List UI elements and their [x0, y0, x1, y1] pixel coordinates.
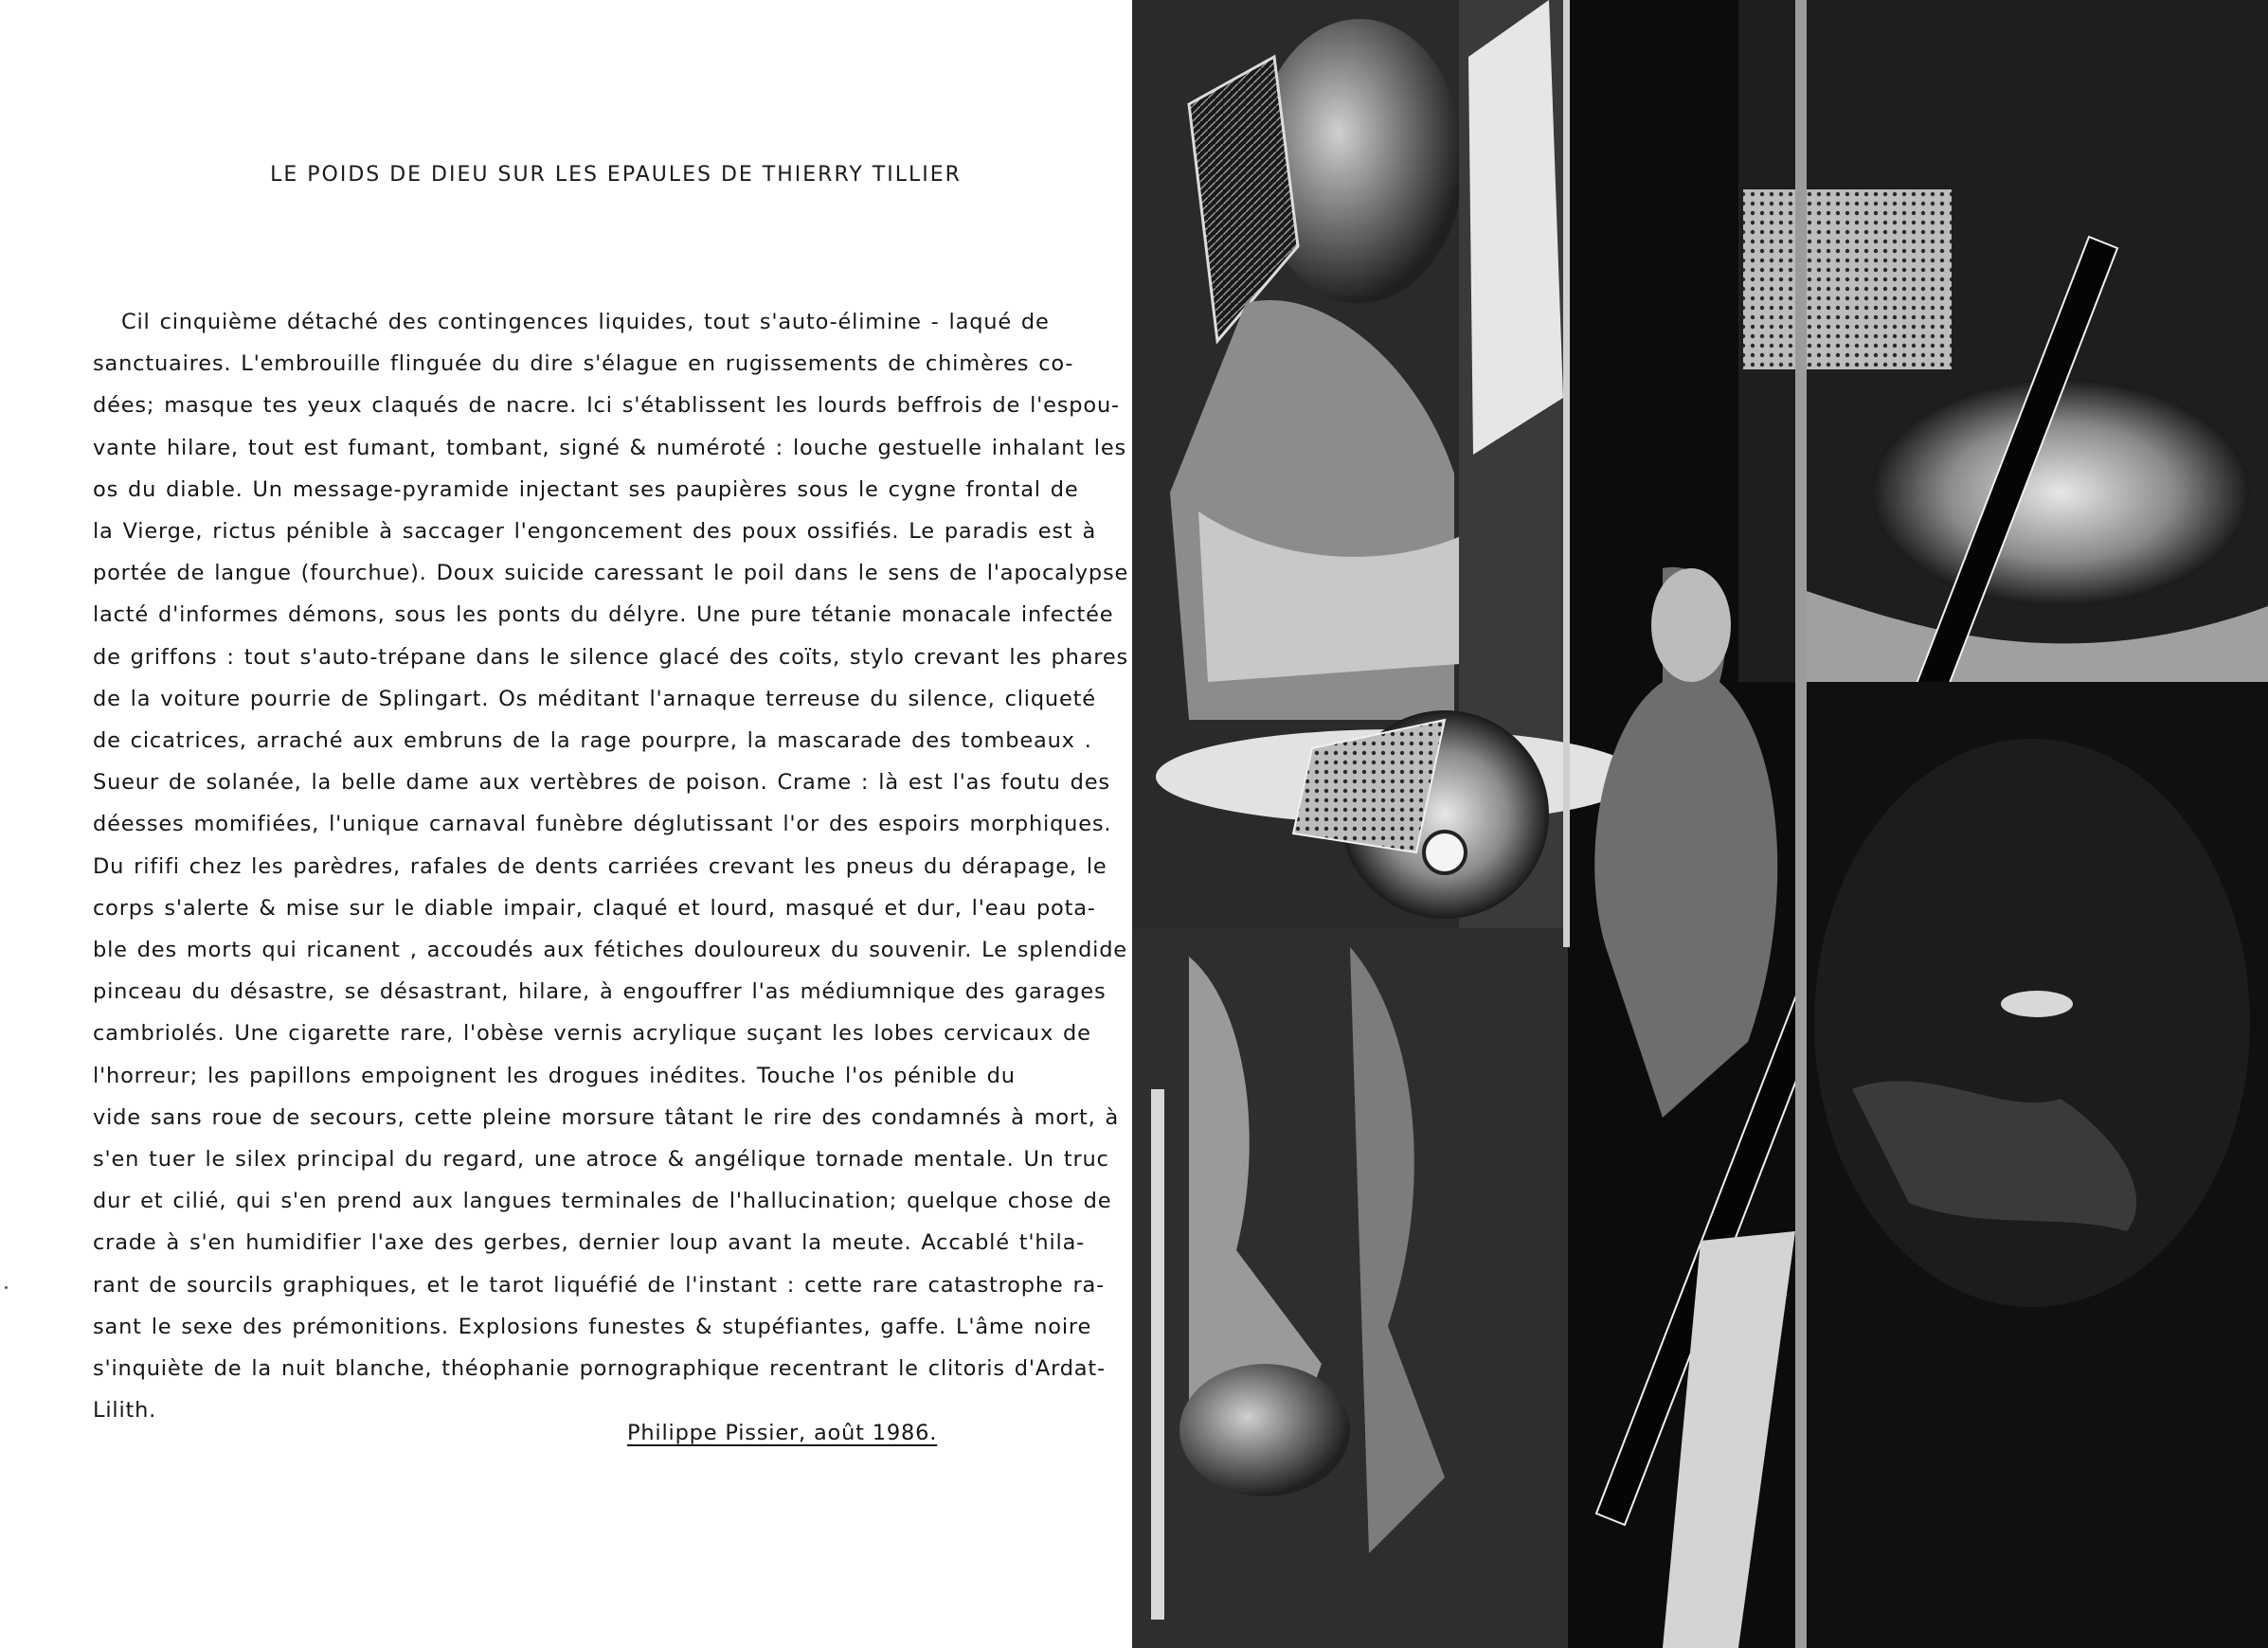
text-line: sanctuaires. L'embrouille flinguée du dire s'élague en rugissements de chimères co- — [93, 351, 1074, 377]
vertical-strip — [1151, 1089, 1164, 1620]
text-line: ble des morts qui ricanent , accoudés aux fétiches douloureux du souvenir. Le splendide — [93, 938, 1127, 963]
text-line: os du diable. Un message-pyramide injectant ses paupières sous le cygne frontal de — [93, 476, 1079, 502]
text-line: rant de sourcils graphiques, et le tarot liquéfié de l'instant : cette rare catastrophe ra- — [93, 1272, 1106, 1298]
text-line: Du rififi chez les parèdres, rafales de dents carriées crevant les pneus du dérapage, le — [93, 853, 1107, 879]
eye-highlight — [2001, 991, 2073, 1017]
text-line: Sueur de solanée, la belle dame aux vertèbres de poison. Crame : là est l'as foutu des — [93, 770, 1110, 796]
text-line: déesses momifiées, l'unique carnaval funèbre déglutissant l'or des espoirs morphiques. — [93, 812, 1112, 837]
body-shape — [1871, 379, 2250, 606]
prose-text — [93, 301, 1154, 1431]
text-line: pinceau du désastre, se désastrant, hilare, à engouffrer l'as médiumnique des garages — [93, 979, 1107, 1005]
text-line: corps s'alerte & mise sur le diable impair, claqué et lourd, masqué et dur, l'eau pota- — [93, 895, 1096, 921]
text-line: Lilith. — [93, 1398, 157, 1424]
comic-face — [1651, 568, 1731, 682]
page-title: LE POIDS DE DIEU SUR LES EPAULES DE THIERRY TILLIER — [270, 163, 962, 187]
text-line: Cil cinquième détaché des contingences liquides, tout s'auto-élimine - laqué de — [121, 310, 1050, 334]
stray-mark — [5, 1286, 8, 1289]
dark-head — [1179, 1364, 1350, 1496]
text-line: dées; masque tes yeux claqués de nacre. Ici s'établissent les lourds beffrois de l'espou- — [93, 393, 1120, 419]
text-line: crade à s'en humidifier l'axe des gerbes, dernier loup avant la meute. Accablé t'hila- — [93, 1230, 1086, 1256]
dark-face — [1814, 739, 2250, 1307]
seam-line — [1795, 0, 1807, 1648]
text-line: vante hilare, tout est fumant, tombant, signé & numéroté : louche gestuelle inhalant les — [93, 435, 1127, 460]
text-line: l'horreur; les papillons empoignent les drogues inédites. Touche l'os pénible du — [93, 1063, 1016, 1088]
text-line: lacté d'informes démons, sous les ponts du délyre. Une pure tétanie monacale infectée — [93, 602, 1114, 628]
text-line: vide sans roue de secours, cette pleine morsure tâtant le rire des condamnés à mort, à — [93, 1104, 1120, 1130]
signature: Philippe Pissier, août 1986. — [627, 1421, 938, 1445]
text-line: dur et cilié, qui s'en prend aux langues terminales de l'hallucination; quelque chose de — [93, 1189, 1112, 1214]
text-line: de la voiture pourrie de Splingart. Os méditant l'arnaque terreuse du silence, cliqueté — [93, 686, 1096, 711]
light-streak — [1468, 0, 1563, 455]
text-line: portée de langue (fourchue). Doux suicide caressant le poil dans le sens de l'apocalypse — [93, 561, 1129, 586]
text-page — [0, 0, 1132, 1648]
gem-shape — [1424, 832, 1466, 873]
text-line: sant le sexe des prémonitions. Explosions funestes & stupéfiantes, gaffe. L'âme noire — [93, 1314, 1092, 1339]
collage-image — [1132, 0, 2268, 1648]
collage-artwork — [1132, 0, 2268, 1648]
lace-pattern — [1743, 189, 1952, 369]
seam-line — [1563, 0, 1570, 947]
text-line: cambriolés. Une cigarette rare, l'obèse vernis acrylique suçant les lobes cervicaux de — [93, 1021, 1091, 1047]
text-line: de cicatrices, arraché aux embruns de la rage pourpre, la mascarade des tombeaux . — [93, 728, 1092, 754]
text-line: s'en tuer le silex principal du regard, une atroce & angélique tornade mentale. Un truc — [93, 1147, 1109, 1173]
text-line: la Vierge, rictus pénible à saccager l'engoncement des poux ossifiés. Le paradis est à — [93, 519, 1097, 545]
text-line: de griffons : tout s'auto-trépane dans le silence glacé des coïts, stylo crevant les phares — [93, 644, 1129, 670]
text-line: s'inquiète de la nuit blanche, théophanie pornographique recentrant le clitoris d'Ardat- — [93, 1356, 1106, 1382]
